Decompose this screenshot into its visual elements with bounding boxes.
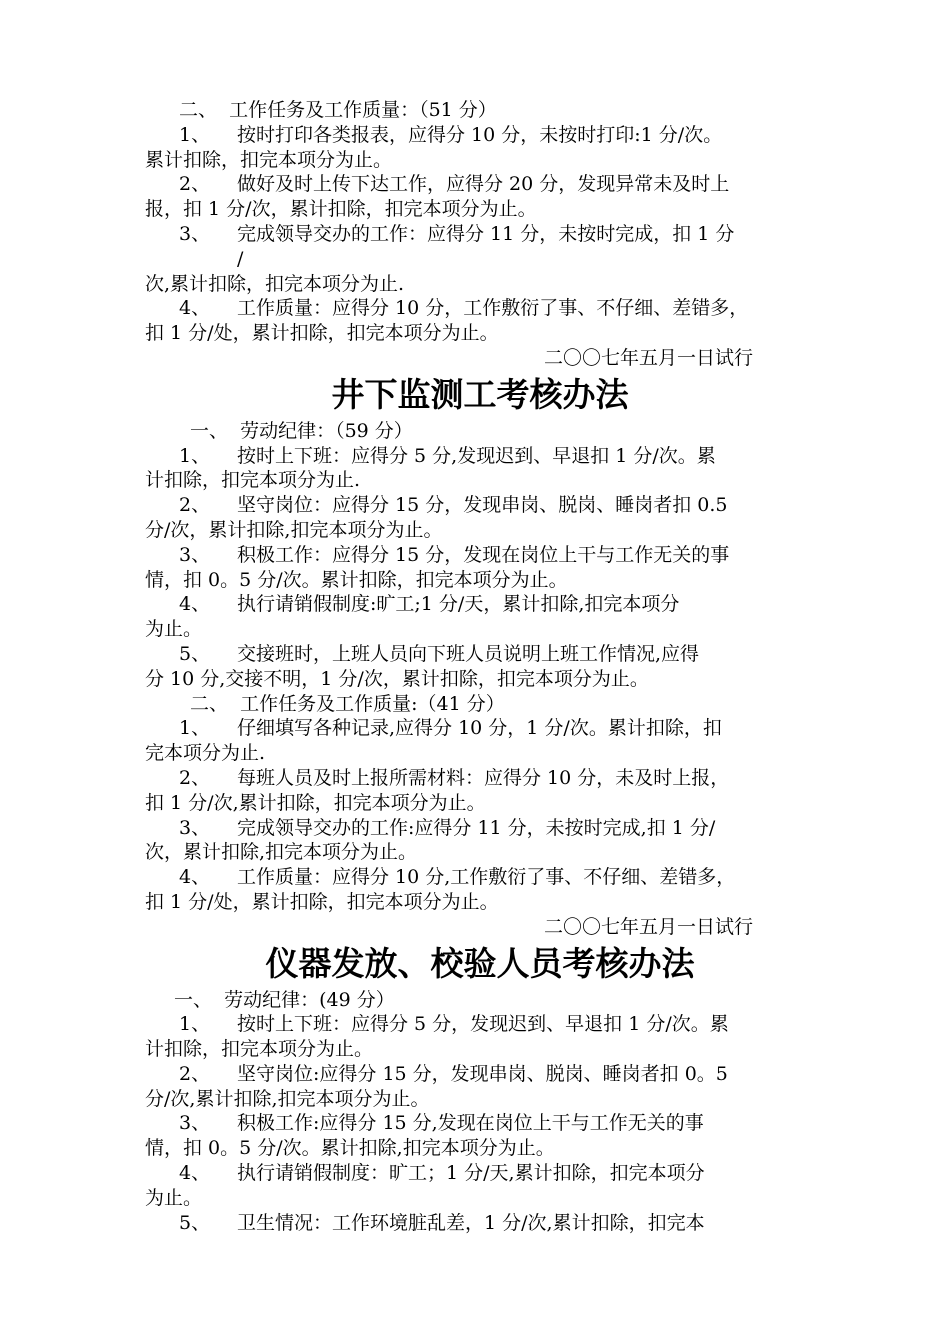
item-continuation: 完本项分为止.	[145, 742, 266, 765]
list-item	[145, 172, 825, 197]
item-text: 执行请销假制度：旷工；1 分/天,累计扣除，扣完本项分	[237, 1162, 705, 1185]
item-continuation: 为止。	[145, 618, 203, 641]
section-heading: 一、 劳动纪律：(49 分）	[174, 988, 395, 1011]
list-item	[145, 816, 825, 841]
item-continuation: 情，扣 0。5 分/次。累计扣除，扣完本项分为止。	[145, 568, 568, 591]
item-number: 1、	[179, 1013, 211, 1036]
list-item	[145, 1012, 825, 1037]
item-continuation: 报，扣 1 分/次，累计扣除，扣完本项分为止。	[145, 198, 537, 221]
item-text: 卫生情况：工作环境脏乱差，1 分/次,累计扣除，扣完本	[237, 1211, 705, 1234]
section-heading: 一、 劳动纪律：（59 分）	[190, 419, 413, 442]
item-continuation: 扣 1 分/次,累计扣除，扣完本项分为止。	[145, 791, 486, 814]
item-number: 4、	[179, 1162, 211, 1185]
item-number: 3、	[179, 1112, 211, 1135]
item-text: 完成领导交办的工作：应得分 11 分，未按时完成，扣 1 分	[237, 222, 735, 245]
list-item	[145, 222, 825, 247]
list-item	[145, 766, 825, 791]
item-number: 2、	[179, 1062, 211, 1085]
item-text: 积极工作:应得分 15 分,发现在岗位上干与工作无关的事	[237, 1112, 704, 1135]
item-wrap-fragment: /	[237, 247, 244, 270]
item-number: 1、	[179, 123, 211, 146]
list-item	[145, 1211, 825, 1236]
item-number: 4、	[179, 866, 211, 889]
item-number: 3、	[179, 222, 211, 245]
list-item	[145, 592, 825, 617]
list-item	[145, 296, 825, 321]
item-text: 积极工作：应得分 15 分，发现在岗位上干与工作无关的事	[237, 543, 730, 566]
item-number: 3、	[179, 543, 211, 566]
item-continuation: 累计扣除，扣完本项分为止。	[145, 148, 393, 171]
item-number: 2、	[179, 173, 211, 196]
list-item	[145, 865, 825, 890]
item-number: 4、	[179, 593, 211, 616]
item-continuation: 为止。	[145, 1186, 203, 1209]
item-continuation: 扣 1 分/处，累计扣除，扣完本项分为止。	[145, 322, 499, 345]
list-item	[145, 716, 825, 741]
section-heading: 二、 工作任务及工作质量：（51 分）	[179, 99, 497, 121]
item-continuation: 次,累计扣除，扣完本项分为止.	[145, 272, 405, 295]
item-text: 仔细填写各种记录,应得分 10 分，1 分/次。累计扣除，扣	[237, 717, 722, 740]
item-text: 坚守岗位：应得分 15 分，发现串岗、脱岗、睡岗者扣 0.5	[237, 494, 728, 517]
item-number: 2、	[179, 494, 211, 517]
item-text: 坚守岗位:应得分 15 分，发现串岗、脱岗、睡岗者扣 0。5	[237, 1062, 728, 1085]
item-continuation: 计扣除，扣完本项分为止.	[145, 469, 361, 492]
item-continuation: 次，累计扣除,扣完本项分为止。	[145, 841, 418, 864]
item-number: 4、	[179, 297, 211, 320]
item-text: 做好及时上传下达工作，应得分 20 分，发现异常未及时上	[237, 173, 730, 196]
section-title: 井下监测工考核办法	[331, 374, 629, 414]
document-page	[145, 98, 825, 1235]
item-text: 每班人员及时上报所需材料：应得分 10 分，未及时上报，	[237, 766, 730, 789]
item-number: 5、	[179, 642, 211, 665]
section-heading: 二、 工作任务及工作质量:（41 分）	[190, 692, 505, 715]
effective-date: 二〇〇七年五月一日试行	[543, 346, 753, 369]
item-continuation: 情，扣 0。5 分/次。累计扣除,扣完本项分为止。	[145, 1137, 555, 1160]
item-continuation: 扣 1 分/处，累计扣除，扣完本项分为止。	[145, 890, 499, 913]
effective-date: 二〇〇七年五月一日试行	[543, 915, 753, 938]
list-item	[145, 1111, 825, 1136]
list-item	[145, 444, 825, 469]
item-number: 1、	[179, 717, 211, 740]
item-text: 工作质量：应得分 10 分，工作敷衍了事、不仔细、差错多，	[237, 297, 749, 320]
list-item	[145, 493, 825, 518]
item-number: 2、	[179, 766, 211, 789]
item-continuation: 分/次，累计扣除,扣完本项分为止。	[145, 518, 443, 541]
item-number: 3、	[179, 816, 211, 839]
item-number: 1、	[179, 444, 211, 467]
list-item	[145, 1062, 825, 1087]
item-number: 5、	[179, 1211, 211, 1234]
item-continuation: 分/次,累计扣除,扣完本项分为止。	[145, 1087, 430, 1110]
item-continuation: 计扣除，扣完本项分为止。	[145, 1038, 374, 1061]
list-item	[145, 642, 825, 667]
item-text: 按时打印各类报表，应得分 10 分，未按时打印:1 分/次。	[237, 123, 723, 146]
item-text: 工作质量：应得分 10 分,工作敷衍了事、不仔细、差错多，	[237, 866, 736, 889]
item-continuation: 分 10 分,交接不明，1 分/次，累计扣除，扣完本项分为止。	[145, 667, 649, 690]
item-text: 交接班时，上班人员向下班人员说明上班工作情况,应得	[237, 642, 700, 665]
item-text: 完成领导交办的工作:应得分 11 分，未按时完成,扣 1 分/	[237, 816, 716, 839]
list-item	[145, 1161, 825, 1186]
section-title: 仪器发放、校验人员考核办法	[265, 943, 695, 983]
list-item	[145, 543, 825, 568]
list-item	[145, 123, 825, 148]
item-text: 按时上下班：应得分 5 分，发现迟到、早退扣 1 分/次。累	[237, 1013, 729, 1036]
item-text: 按时上下班：应得分 5 分,发现迟到、早退扣 1 分/次。累	[237, 444, 716, 467]
item-text: 执行请销假制度:旷工;1 分/天，累计扣除,扣完本项分	[237, 593, 680, 616]
